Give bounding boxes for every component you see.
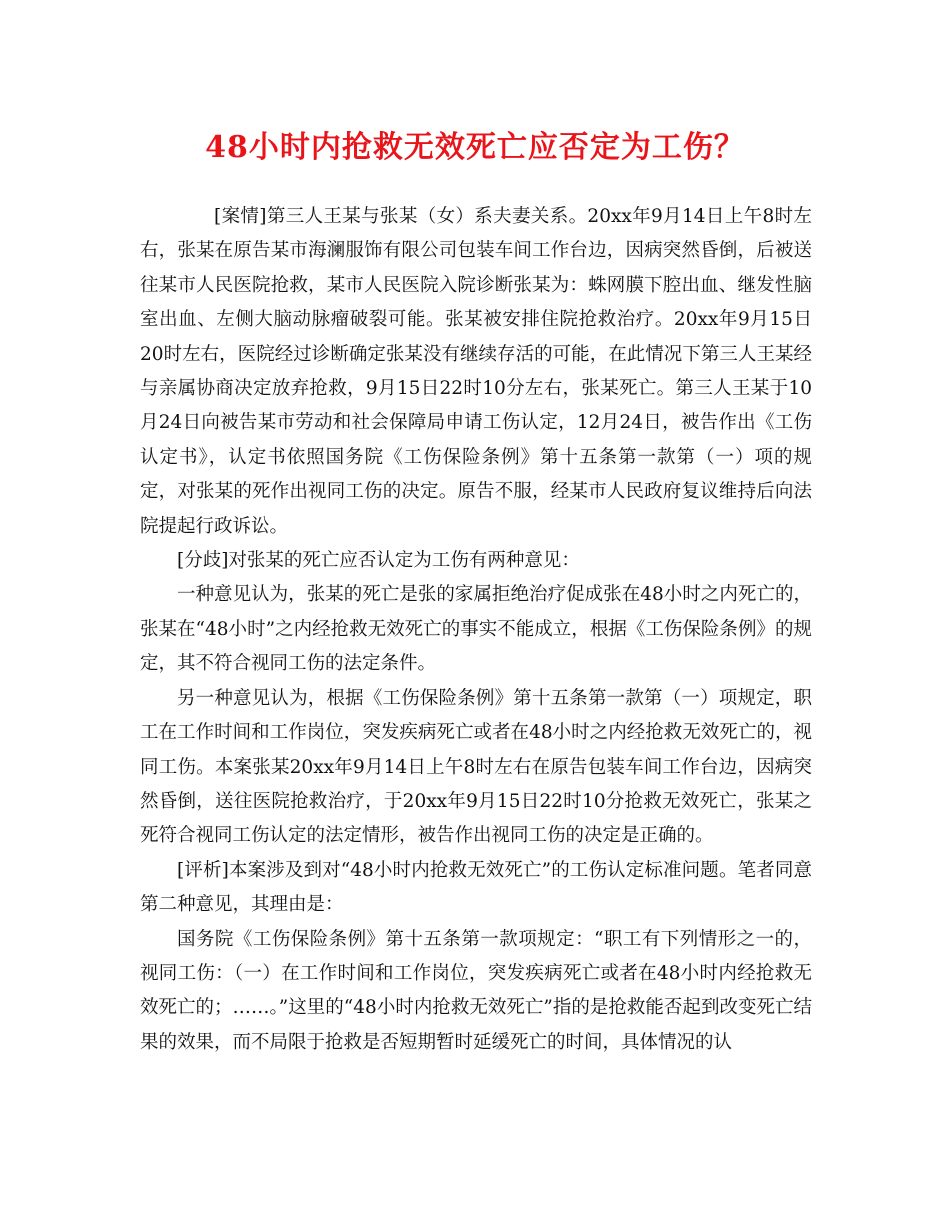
document-title: 48小时内抢救无效死亡应否定为工伤？ xyxy=(205,130,745,165)
paragraph-analysis: [评析]本案涉及到对“48小时内抢救无效死亡”的工伤认定标准问题。笔者同意第二种意见，其理由是： xyxy=(140,859,812,916)
paragraph-opinion-one: 一种意见认为，张某的死亡是张的家属拒绝治疗促成张在48小时之内死亡的，张某在“48小时”之内经抢救无效死亡的事实不能成立，根据《工伤保险条例》的规定，其不符合视同工伤的法定条件。 xyxy=(140,584,812,675)
paragraph-case: [案情]第三人王某与张某（女）系夫妻关系。20xx年9月14日上午8时左右，张某在原告某市海澜服饰有限公司包装车间工作台边，因病突然昏倒，后被送往某市人民医院抢救，某市人民医院入院诊断张某为：蛛网膜下腔出血、继发性脑室出血、左侧大脑动脉瘤破裂可能。张某被安排住院抢救治疗。20xx年9月15日20时左右，医院经过诊断确定张某没有继续存活的可能，在此情况下第三人王某经与亲属协商决定放弃抢救，9月15日22时10分左右，张某死亡。第三人王某于10月24日向被告某市劳动和社会保障局申请工伤认定，12月24日，被告作出《工伤认定书》，认定书依照国务院《工伤保险条例》第十五条第一款第（一）项的规定，对张某的死作出视同工伤的决定。原告不服，经某市人民政府复议维持后向法院提起行政诉讼。 xyxy=(140,206,812,537)
paragraph-opinion-two: 另一种意见认为，根据《工伤保险条例》第十五条第一款第（一）项规定，职工在工作时间和工作岗位，突发疾病死亡或者在48小时之内经抢救无效死亡的，视同工伤。本案张某20xx年9月14日上午8时左右在原告包装车间工作台边，因病突然昏倒，送往医院抢救治疗，于20xx年9月15日22时10分抢救无效死亡，张某之死符合视同工伤认定的法定情形，被告作出视同工伤的决定是正确的。 xyxy=(140,687,812,847)
document-body xyxy=(140,200,812,1060)
paragraph-regulation: 国务院《工伤保险条例》第十五条第一款项规定：“职工有下列情形之一的，视同工伤：（一）在工作时间和工作岗位，突发疾病死亡或者在48小时内经抢救无效死亡的；……。”这里的“48小时内抢救无效死亡”指的是抢救能否起到改变死亡结果的效果，而不局限于抢救是否短期暂时延缓死亡的时间，具体情况的认 xyxy=(140,928,812,1053)
paragraph-divergence: [分歧]对张某的死亡应否认定为工伤有两种意见： xyxy=(177,550,580,572)
